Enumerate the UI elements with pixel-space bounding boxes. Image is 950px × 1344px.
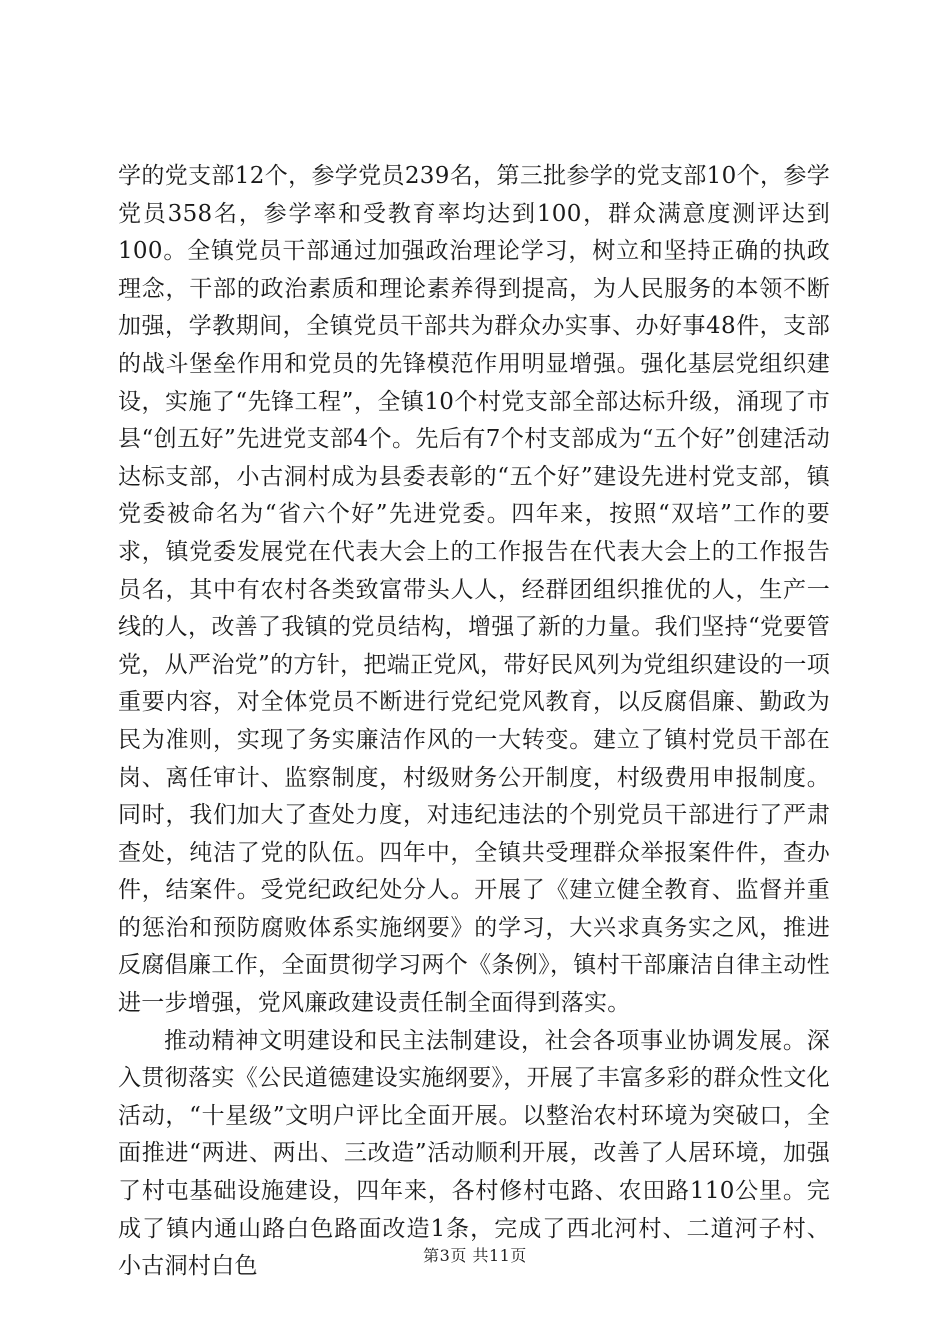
document-body	[118, 158, 830, 1286]
paragraph-2: 推动精神文明建设和民主法制建设，社会各项事业协调发展。深入贯彻落实《公民道德建设实施纲要》，开展了丰富多彩的群众性文化活动，“十星级”文明户评比全面开展。以整治农村环境为突破口，全面推进“两进、两出、三改造”活动顺利开展，改善了人居环境，加强了村屯基础设施建设，四年来，各村修村屯路、农田路110公里。完成了镇内通山路白色路面改造1条，完成了西北河村、二道河子村、小古洞村白色	[118, 1027, 830, 1280]
paragraph-1: 学的党支部12个，参学党员239名，第三批参学的党支部10个，参学党员358名，参学率和受教育率均达到100，群众满意度测评达到100。全镇党员干部通过加强政治理论学习，树立和坚持正确的执政理念，干部的政治素质和理论素养得到提高，为人民服务的本领不断加强，学教期间，全镇党员干部共为群众办实事、办好事48件，支部的战斗堡垒作用和党员的先锋模范作用明显增强。强化基层党组织建设，实施了“先锋工程”，全镇10个村党支部全部达标升级，涌现了市县“创五好”先进党支部4个。先后有7个村支部成为“五个好”创建活动达标支部，小古洞村成为县委表彰的“五个好”建设先进村党支部，镇党委被命名为“省六个好”先进党委。四年来，按照“双培”工作的要求，镇党委发展党在代表大会上的工作报告在代表大会上的工作报告员名，其中有农村各类致富带头人人，经群团组织推优的人，生产一线的人，改善了我镇的党员结构，增强了新的力量。我们坚持“党要管党，从严治党”的方针，把端正党风，带好民风列为党组织建设的一项重要内容，对全体党员不断进行党纪党风教育，以反腐倡廉、勤政为民为准则，实现了务实廉洁作风的一大转变。建立了镇村党员干部在岗、离任审计、监察制度，村级财务公开制度，村级费用申报制度。同时，我们加大了查处力度，对违纪违法的个别党员干部进行了严肃查处，纯洁了党的队伍。四年中，全镇共受理群众举报案件件，查办件，结案件。受党纪政纪处分人。开展了《建立健全教育、监督并重的惩治和预防腐败体系实施纲要》的学习，大兴求真务实之风，推进反腐倡廉工作，全面贯彻学习两个《条例》，镇村干部廉洁自律主动性进一步增强，党风廉政建设责任制全面得到落实。	[118, 163, 830, 1017]
page-number-footer: 第3页 共11页	[423, 1246, 527, 1265]
